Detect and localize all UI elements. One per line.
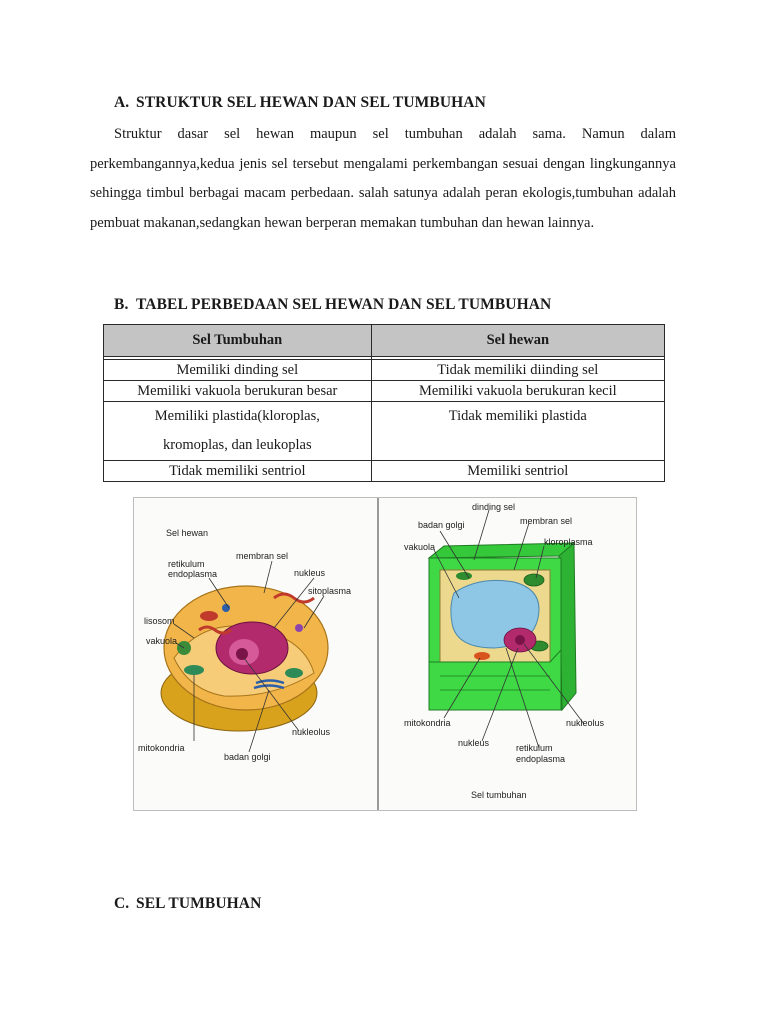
section-a-heading — [114, 94, 486, 112]
animal-label-vakuola: vakuola — [146, 636, 178, 646]
table-row — [104, 461, 665, 482]
plant-label-vakuola: vakuola — [404, 542, 436, 552]
plant-label-dinding-sel: dinding sel — [472, 502, 516, 512]
animal-label-membran-sel: membran sel — [236, 551, 289, 561]
table-cell-line: kromoplas, dan leukoplas — [162, 437, 312, 453]
animal-label-sitoplasma: sitoplasma — [308, 586, 352, 596]
table-cell: Tidak memiliki diinding sel — [371, 360, 664, 381]
plant-label-badan-golgi: badan golgi — [418, 520, 465, 530]
section-c-heading — [114, 895, 261, 913]
animal-label-nukleolus: nukleolus — [292, 727, 331, 737]
table-cell: Memiliki sentriol — [371, 461, 664, 482]
animal-label-retikulum: retikulum — [168, 559, 205, 569]
section-b-title: TABEL PERBEDAAN SEL HEWAN DAN SEL TUMBUHAN — [136, 296, 552, 313]
table-cell: Memiliki vakuola berukuran besar — [104, 381, 372, 402]
animal-label-mitokondria: mitokondria — [138, 743, 185, 753]
table-cell — [104, 402, 372, 461]
table-row — [104, 360, 665, 381]
table-row — [104, 402, 665, 461]
section-c-title: SEL TUMBUHAN — [136, 895, 262, 912]
table-cell: Memiliki vakuola berukuran kecil — [371, 381, 664, 402]
section-a-paragraph: Struktur dasar sel hewan maupun sel tumbuhan adalah sama. Namun dalam perkembangannya,kedua jenis sel tersebut mengalami perkembangan sesuai dengan lingkungannya sehingga timbul berbagai macam perbedaan. salah satunya adalah peran ekologis,tumbuhan adalah pembuat makanan,sedangkan hewan berperan memakan tumbuhan dan hewan lainnya. — [90, 126, 676, 231]
animal-cell-title: Sel hewan — [166, 528, 209, 538]
plant-label-retikulum: retikulum — [516, 743, 553, 753]
table-row — [104, 381, 665, 402]
animal-label-nukleus: nukleus — [294, 568, 326, 578]
animal-label-lisosom: lisosom — [144, 616, 175, 626]
plant-label-kloroplasma: kloroplasma — [544, 537, 593, 547]
plant-cell-title: Sel tumbuhan — [471, 790, 527, 800]
section-a-letter: A. — [114, 94, 130, 111]
table-cell: Tidak memiliki sentriol — [104, 461, 372, 482]
section-b-heading — [114, 296, 551, 314]
section-b-letter: B. — [114, 296, 129, 313]
plant-label-membran-sel: membran sel — [520, 516, 573, 526]
table-header-row — [104, 325, 665, 357]
plant-label-nukleus: nukleus — [458, 738, 490, 748]
cell-diagram-svg — [134, 498, 636, 810]
table-cell-line: Memiliki plastida(kloroplas, — [154, 408, 320, 424]
comparison-table — [103, 324, 665, 482]
animal-label-endoplasma: endoplasma — [168, 569, 218, 579]
animal-label-badan-golgi: badan golgi — [224, 752, 271, 762]
plant-label-mitokondria: mitokondria — [404, 718, 451, 728]
table-header-plant: Sel Tumbuhan — [104, 325, 372, 357]
plant-label-endoplasma: endoplasma — [516, 754, 566, 764]
plant-label-nukleolus: nukleolus — [566, 718, 605, 728]
table-header-animal: Sel hewan — [371, 325, 664, 357]
section-a-title: STRUKTUR SEL HEWAN DAN SEL TUMBUHAN — [136, 94, 486, 111]
section-c-letter: C. — [114, 895, 130, 912]
table-cell: Memiliki dinding sel — [104, 360, 372, 381]
table-cell: Tidak memiliki plastida — [371, 402, 664, 461]
plant-cell-illustration — [429, 543, 576, 710]
cell-diagram-figure — [133, 497, 637, 811]
